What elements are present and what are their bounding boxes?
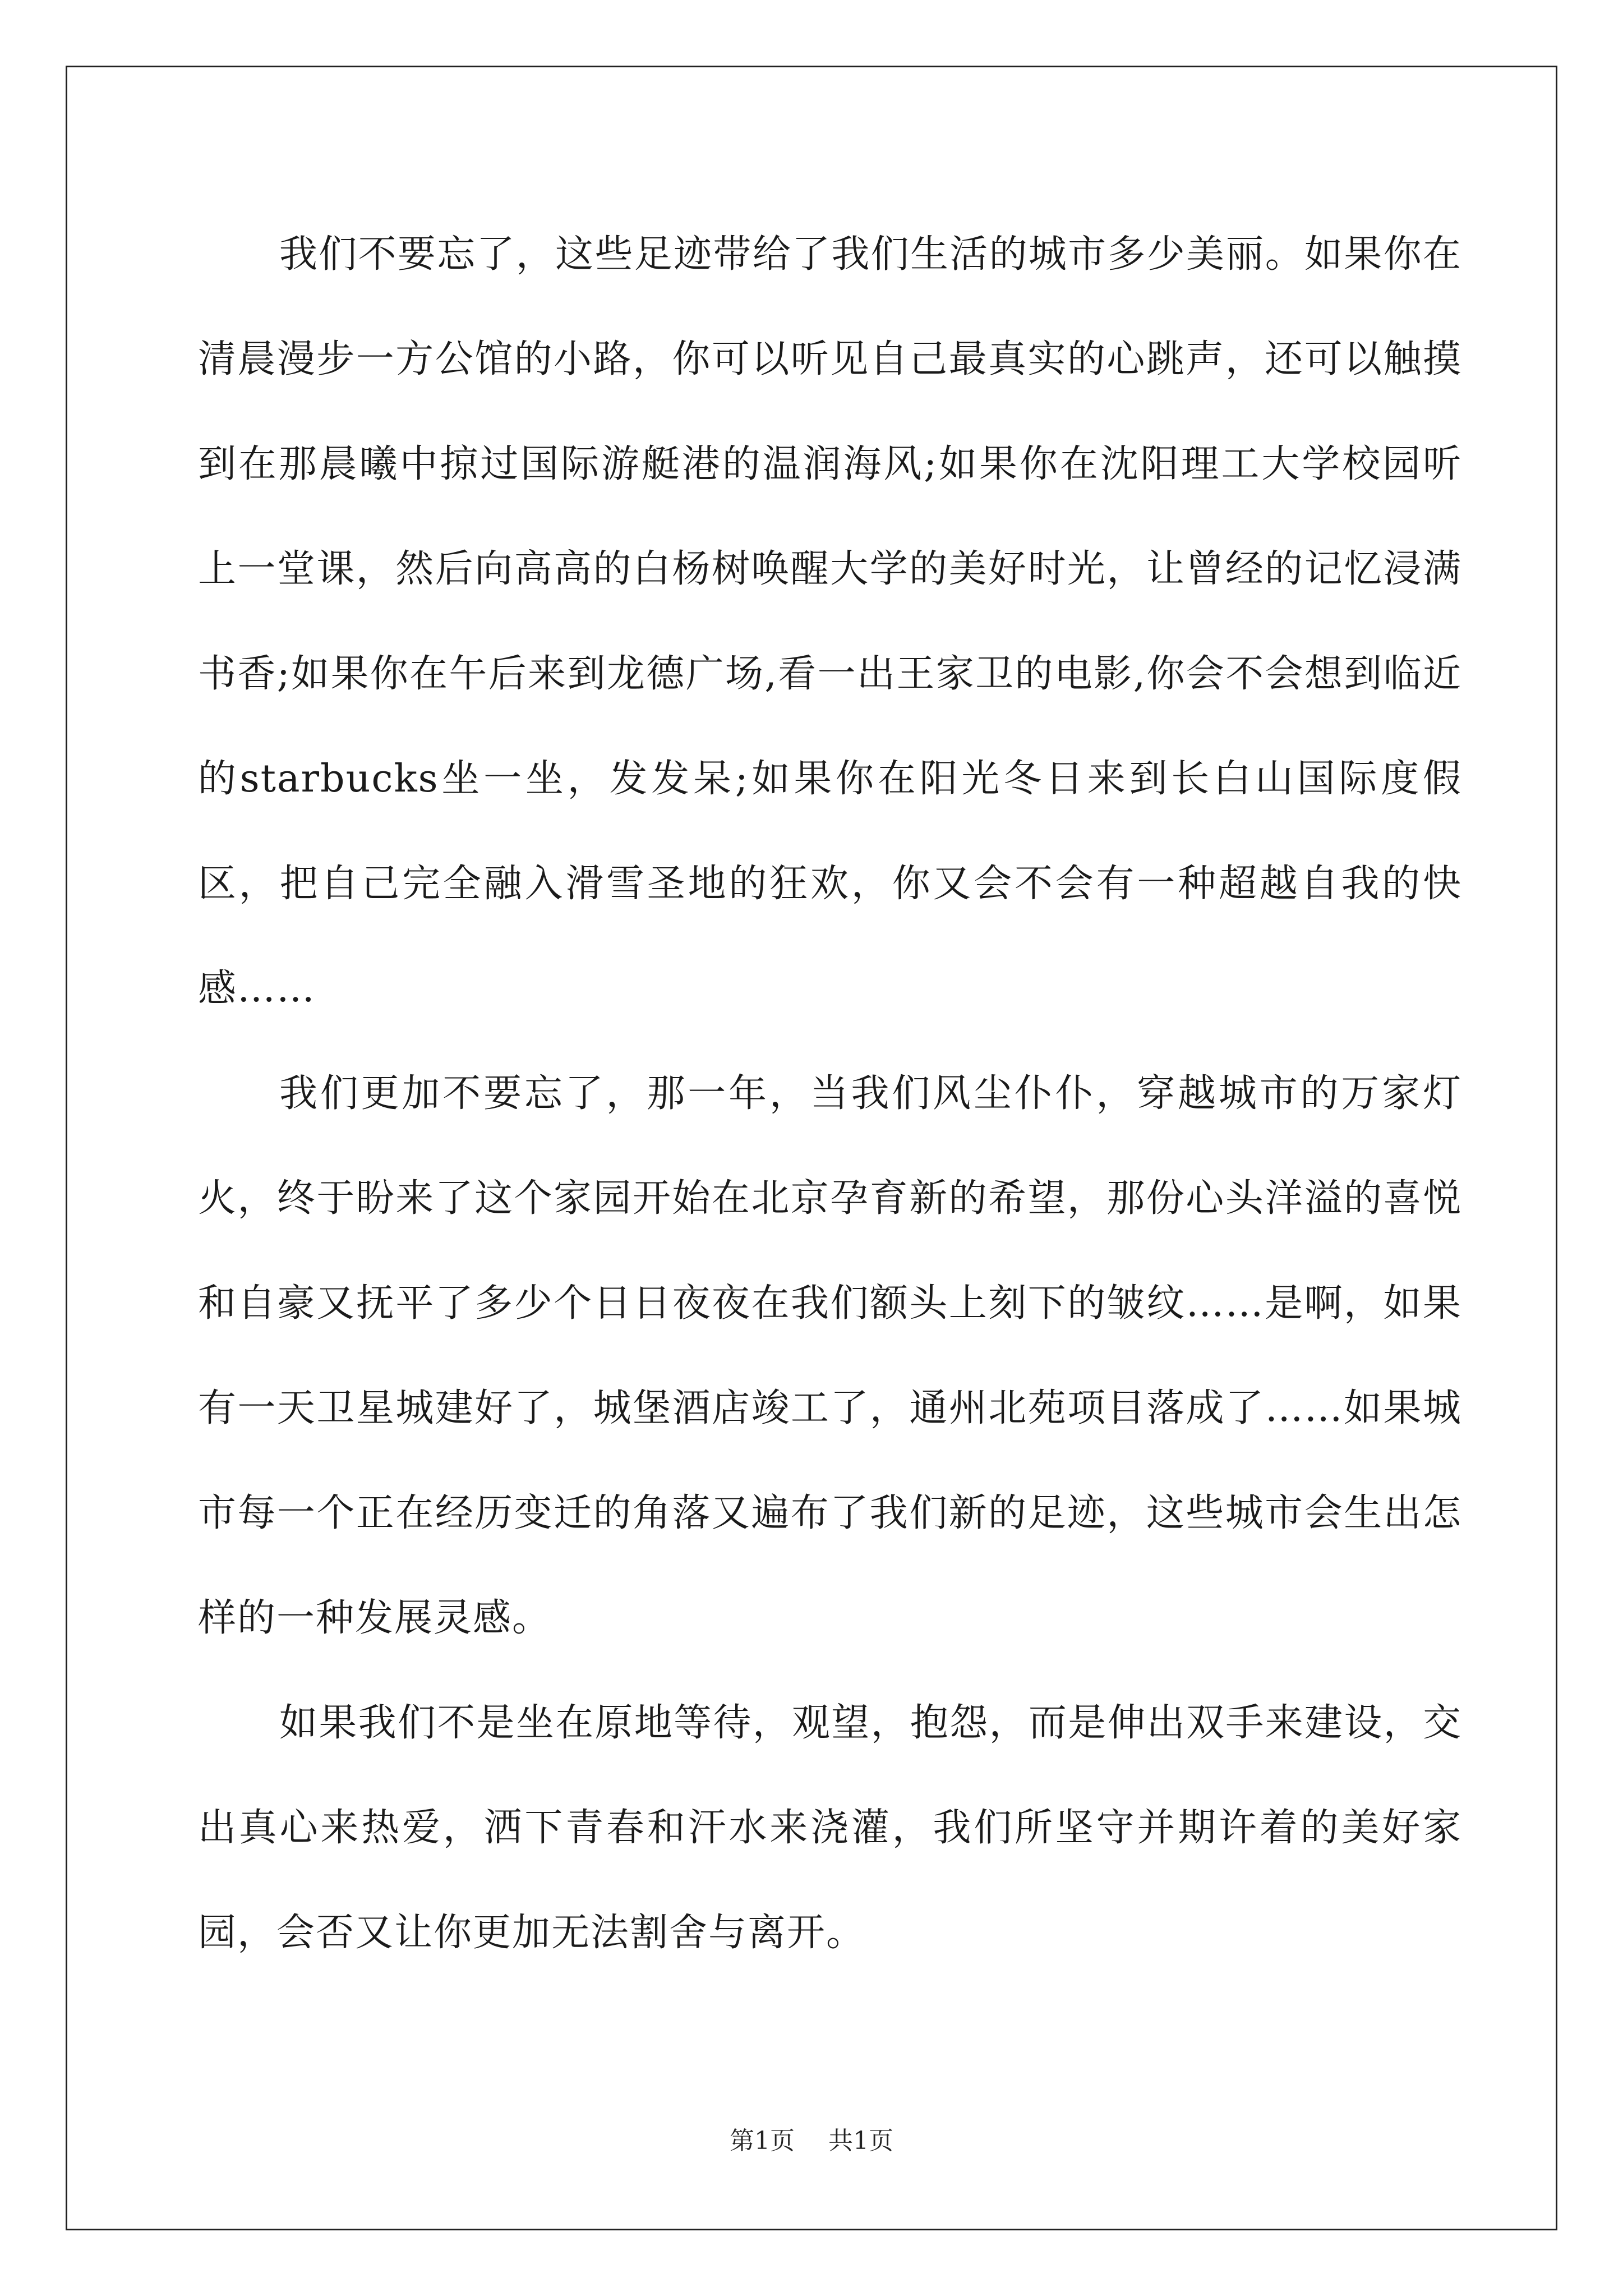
document-body	[198, 202, 1462, 1985]
paragraph-3: 如果我们不是坐在原地等待，观望，抱怨，而是伸出双手来建设，交出真心来热爱，洒下青春和汗水来浇灌，我们所坚守并期许着的美好家园，会否又让你更加无法割舍与离开。	[198, 1701, 1462, 1955]
page-number-current: 第1页	[730, 2127, 795, 2155]
paragraph-1: 我们不要忘了，这些足迹带给了我们生活的城市多少美丽。如果你在清晨漫步一方公馆的小路，你可以听见自己最真实的心跳声，还可以触摸到在那晨曦中掠过国际游艇港的温润海风;如果你在沈阳理工大学校园听上一堂课，然后向高高的白杨树唤醒大学的美好时光，让曾经的记忆浸满书香;如果你在午后来到龙德广场,看一出王家卫的电影,你会不会想到临近的starbucks坐一坐，发发呆;如果你在阳光冬日来到长白山国际度假区，把自己完全融入滑雪圣地的狂欢，你又会不会有一种超越自我的快感……	[198, 232, 1462, 1011]
page-footer	[0, 2120, 1623, 2156]
paragraph-2: 我们更加不要忘了，那一年，当我们风尘仆仆，穿越城市的万家灯火，终于盼来了这个家园开始在北京孕育新的希望，那份心头洋溢的喜悦和自豪又抚平了多少个日日夜夜在我们额头上刻下的皱纹……是啊，如果有一天卫星城建好了，城堡酒店竣工了，通州北苑项目落成了……如果城市每一个正在经历变迁的角落又遍布了我们新的足迹，这些城市会生出怎样的一种发展灵感。	[198, 1071, 1462, 1640]
page-number-total: 共1页	[828, 2127, 893, 2155]
